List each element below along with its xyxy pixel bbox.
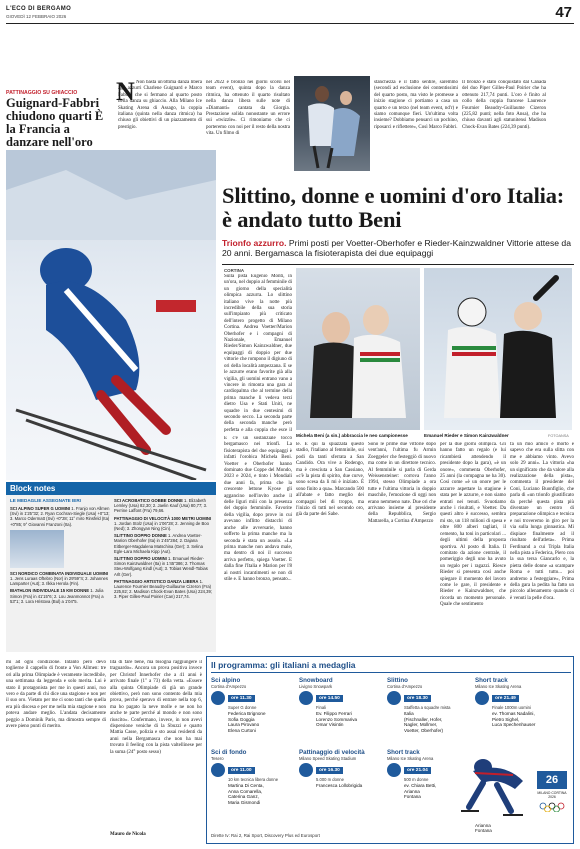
medal-item bbox=[114, 579, 212, 600]
article-col-1: Sulla pista Eugenio Monti, in un'ora, nel doppio al femminile di un giorno della specialità olimpica azzurra. Lo slittino italiano vive la notte più incredibile della sua storia sull'impianto più criticato dell'intero progetto di Milano Cortina. Andrea Voetter/Marion Oberhofer e i compagni di Nazionale, Emanuel Rieder/Simon Kainzwaldner, due equipaggi di doppio per due vittorie che rompono il digiuno di ori della località ampezzana. E se le azzurre erano favorite già alla vigilia, gli uomini entrano vano a vincere in rimonta una gara al cardiopalma che al termine della prima manche li vedeva terzi dietro Usa e Stati Uniti, ne squadre in due centesimi di secondo secco. La seconda parte della seconda manche però perfetta e alla coppia che esce il bbox=[224, 274, 292, 432]
athlete: Voetter, Oberhofer) bbox=[404, 727, 444, 733]
block-notes-photo bbox=[10, 530, 64, 568]
luge-photo-men bbox=[424, 268, 572, 430]
program-event bbox=[387, 677, 471, 733]
athlete: Elena Curtoni bbox=[228, 727, 256, 733]
skater-label bbox=[475, 823, 492, 834]
article-col-3: le. E qui la spiazzata questo stadio, l'italiano al femminile, sui podi da tanti sferrata a San Candido. Ora vive a Rodengo, ma è cresciuta a San Cassiano, «c'è la pista di spirito, due curve, sono scesa da li mi è iniziato. È sono finito a qua». Marcando 500 all'abate e fatto meglio dei compagni bel di troppo, ma l'inizio di tutti nel secondo oro, già da parte dei Sabe. bbox=[296, 442, 364, 518]
medal-item-head: SCI ALPINO SUPER G UOMINI bbox=[10, 506, 71, 511]
short-track-icon bbox=[387, 763, 401, 777]
athlete: Ev. Filippo Ferrari bbox=[316, 711, 352, 716]
masthead bbox=[6, 4, 574, 24]
event-venue: Milano Ice Skating Arena bbox=[387, 756, 434, 761]
skater-surname: Fontana bbox=[475, 828, 492, 834]
event-athletes bbox=[299, 711, 383, 728]
event-name: Slittino bbox=[387, 677, 408, 684]
photo-credit: FOTOANSA bbox=[548, 434, 569, 438]
event-time: ore 16.30 bbox=[316, 767, 343, 774]
medal-item-text: 1. Franjo von Allmen (Svi) in 1'25"32; 2. Ryan Cochran-Siegle (Usa) +0"13; 3. Marco Odermatt (Svi) +0"28; 11° miro Rinsfeld (Ita) +0"85; 9° Giovanni Franzoni (Ita). bbox=[10, 506, 110, 527]
ice-dance-illustration bbox=[294, 76, 370, 171]
event-discipline: Staffetta a squadre mista bbox=[404, 705, 451, 710]
athlete: Italia bbox=[404, 711, 414, 716]
event-discipline: 500 m donne bbox=[404, 777, 429, 782]
subhead-kicker: Trionfo azzurro. bbox=[222, 238, 287, 248]
event-name: Short track bbox=[475, 677, 508, 684]
event-athletes bbox=[299, 783, 383, 789]
speed-skater-illustration bbox=[453, 741, 533, 821]
athlete: Sofia Goggia bbox=[228, 716, 255, 722]
medal-item-head: SCI ACROBATICO GOBBE DONNE bbox=[114, 498, 183, 503]
event-time: ore 21.49 bbox=[492, 695, 519, 702]
event-venue: Cortina d'Ampezzo bbox=[387, 684, 423, 689]
medal-item-text: 1. Jens Luraas Oftebro (Nor) in 29'59"4; 2. Johannes Lamparter (Aut); 3. Ilkka Herola (Fin). bbox=[10, 576, 108, 587]
medal-item bbox=[114, 533, 212, 554]
event-discipline: 5.000 m donne bbox=[316, 777, 344, 782]
men-celebration-illustration bbox=[424, 268, 572, 430]
program-event bbox=[211, 749, 295, 805]
event-venue: Livigno Snowpark bbox=[299, 684, 333, 689]
event-athletes bbox=[387, 711, 471, 733]
article-col-4: Sono le prime due vittorie dopo vent'anni, l'ultima fu Armin Zoeggeler che festeggiò di nuovo ma come in un direttore tecnico. Al femminile si parla di Gerda Weissensteiner: corrova l'anno 1994, stesso Olimpiade a ora tutte e l'ultima vittoria in doppio maschile, l'emozione di oggi non erano nemmeno nate. Due ori che arrivano insieme al presidente della Repubblica, Sergio Mattarella, a Cortina d'Ampezzo bbox=[368, 442, 436, 524]
block-notes-header: LE MEDAGLIE ASSEGNATE IERI bbox=[10, 498, 81, 503]
program-box bbox=[206, 656, 574, 844]
olympic-rings-icon bbox=[537, 802, 567, 812]
athlete: Lorenzo Sommariva bbox=[316, 716, 358, 722]
event-time: ore 14.50 bbox=[316, 695, 343, 702]
medal-item-text: 1. Jordan Stolz (Usa) in 1'06"28; 2. Jenning de Boo (Ned); 3. Zhongyan Ning (Cin). bbox=[114, 520, 209, 532]
medal-item-head: SCI NORDICO COMBINATA INDIVIDUALE UOMINI bbox=[10, 570, 109, 576]
skier-illustration bbox=[6, 150, 216, 480]
article-col-2: E c'è un sostanziale tocco bergamasco nei trionfi. La fisioterapista del due equipaggi è infatti l'orobica Michela Beni. Voetter e Oberhofer hanno dominato due Coppe del Mondo, 2023 e 2024, e tinto i Mondiali due anni fa, prima che la crescente lettone Kyose gli aggancino nell'invito anche il delle liguri miii con la presenza del doppio femminile. Favorite della vigilia, dopo prove in cui avevano inflitto distacchi di anche alle avversarie, hanno sofferto la prima manche ma la seconda è stata un assolo. «La prima manche non andava male, ma dentro di noi il successo arriva perfetto, spiega Voetter. E dalla fine l'Italia e Marion per l'8 ai nostri incantimenti se non di stile e. E hanno bronzo, pensato... bbox=[224, 436, 292, 582]
event-time: ore 18.30 bbox=[404, 695, 431, 702]
athlete: Fontana bbox=[404, 794, 421, 800]
games-logo-mark: 26 bbox=[537, 771, 567, 789]
program-event bbox=[211, 677, 295, 733]
medal-item bbox=[10, 506, 110, 527]
sidebar-col-2: nel 2022 e bronzo nei giorni scorsi nel team event), quinta dopo la danza ritmica, ha ottenuto il quarto risultato nella danza libera sulle note di «Diamanti» cantata da Giorgia. Prestazione solida nonostante un errore sui «twizzle». Ci rimoniamo che ci porteremo con noi per il resto della nostra vita. Un filmo di bbox=[206, 80, 290, 137]
article-col-8: lità di fare bene, ma bisogna raggiungere il traguardo». Ancora un prova positiva invece per Christof Innerhofer che a 41 anni è arrivato finale (1" a 73) della vetta. «Essere alla quinta Olimpiade di già un grande obiettivo, però non sono contento della mia prova, perché speravo di entrare nella top 6, ma ho pagato la neve molle e ne non ho anche te parte perché al mondo e non sono riuscito». Confermano, invece, in non avevi dispersione veniche di la Sbuzzi e quarto Mattia Casse, polizia e sto assai residenti da anni nella Bergamasca che non ha mai trovato il feeling con la pista valtellinese per la suma (24° posto sesso) bbox=[110, 660, 202, 755]
medal-item bbox=[10, 571, 110, 587]
event-time: ore 11.00 bbox=[228, 767, 255, 774]
olympic-logo bbox=[537, 771, 567, 807]
luge-photo-women bbox=[296, 268, 420, 430]
program-event bbox=[475, 677, 571, 728]
event-venue: Cortina d'Ampezzo bbox=[211, 684, 247, 689]
caption-left: Michela Beni (a sin.) abbraccia le neo campionesse bbox=[296, 433, 408, 438]
athlete: Luca Spechenhauser bbox=[492, 722, 536, 728]
issue-date: GIOVEDÌ 12 FEBBRAIO 2026 bbox=[6, 14, 67, 19]
event-venue: Milano Ice Skating Arena bbox=[475, 684, 522, 689]
author: Mauro de Nicola bbox=[110, 832, 146, 837]
program-footer: Dirette tv: Rai 2, Rai Sport, Discovery Plus ed Eurosport bbox=[211, 833, 320, 838]
event-discipline: Finali bbox=[316, 705, 327, 710]
medal-item bbox=[114, 498, 212, 514]
medal-item-text: 1. Andrea Voetter-Marion Oberhofer (Ita) in 1'45"284; 2. Dajana Eitberger-Magdalena Matschina (Ger); 3. Selina Egle-Lara Michaela Kipp (Aut). bbox=[114, 533, 203, 554]
speed-skater-graphic bbox=[453, 741, 533, 821]
article-col-7: mi ad ogni condizione. Intanto però devo toglierne il cappello di fronte a Von Allmen: tre ori alla prima Olimpiade è veramente incredibile, una settimana da leggenda e solo merita. Lui è stato il protagonista per me in questi anni, ruo vero e da parte di chi dice una stagione e non per il suo oro. Vietato per me ci sono tanti che quella era più discesa e per me nella mia stagione e non poteva andare meglio. L'andata decisamente peggio a Dominik Paris, ma dimostra sempre di avere pieno punti di merito. bbox=[6, 660, 106, 730]
event-discipline: 10 km tecnica libera donne bbox=[228, 777, 279, 782]
medal-item-head: PATTINAGGIO DI VELOCITÀ 1000 METRI UOMINI bbox=[114, 515, 212, 521]
medal-item-text: 1. Laurence Fournier Beaudry-Guillaume Cizeron (Fra) 225,82; 2. Madison Chock-Evan Bates (Usa) 224,39; 3. Piper Gilles-Paul Poirier (Can) 217,74. bbox=[114, 578, 212, 600]
snowboard-icon bbox=[299, 691, 313, 705]
headline-divider bbox=[222, 264, 574, 265]
athlete: Anna Comarella, bbox=[228, 788, 263, 794]
medal-item bbox=[114, 516, 212, 532]
sidebar-kicker: PATTINAGGIO SU GHIACCIO bbox=[6, 90, 78, 96]
event-time: ore 21.04 bbox=[404, 767, 431, 774]
event-name: Snowboard bbox=[299, 677, 333, 684]
article-col-5: per la due giorni olimpica. Gli hanno fatto un regalo (e lui ricambierà attendendo il presidente dopo la gara), «è un onore», commenta Oberhofer, 25 anni (la compagna ne ha 30). Così come «è un onore per le azzurre aspettare la stagione è stata per le azzurre, e non siamo entrati nei tenuti. Svuotiamo anche i risultati, e Voetter. Da questi altro è successo, sembra mi sto, un 118 milioni di spesa e oltre 800 alberi tagliati, il cemento, ha toni in particolari ... degli ultimi della proposta sportiva. Al posto di Italia. Il comitato da azione centrale, il pomeriggio degli uno ha avuto un regalo per i ragazzi. Riesce Rieder si presenta così anche spiegare il momento del lavoro come le gare, il presidente e Rieder e Kainzwaldner, che ricorda un momento personale. Quale che sentimento bbox=[440, 442, 506, 608]
event-discipline: Finale 1000m uomini bbox=[492, 705, 531, 710]
event-athletes bbox=[211, 783, 295, 805]
athlete: ev. Thomas Nadalini, bbox=[492, 711, 535, 716]
athlete: Arianna bbox=[404, 788, 420, 794]
block-notes bbox=[6, 482, 216, 652]
block-notes-right bbox=[114, 498, 212, 600]
athlete: Laura Pirovano bbox=[228, 722, 260, 728]
luge-icon bbox=[387, 691, 401, 705]
main-subhead bbox=[222, 238, 574, 259]
ice-dance-photo bbox=[294, 76, 370, 171]
medal-item-text: 1. Julia Simon (Fra) in 41'15"6; 2. Lou Jeanmonnot (Fra) a 53"1; 3. Lora Hristova (Bul) a 1'04"5. bbox=[10, 588, 104, 604]
athlete: Omar Visintin bbox=[316, 722, 344, 728]
celebration-illustration bbox=[296, 268, 420, 430]
medal-item-head: SLITTINO DOPPIO UOMINI bbox=[114, 556, 167, 562]
article-col-6: fa un mio amico è morto e sapevo che era sulla slitta con me e abbiamo vinto. Avevo solo 29 anni». La vittoria «ha un significato che da valore alla realizzazione della pista», commenta il presidente del Coni, Luciano Buonfiglio, che parla di «un trionfo giustificato da perché questa pista più diventare un centro di preparazione olimpica e tecnica e noi troveremo in giro per la via sulla lunga ginnastica. Mi dispiace finalmente ad il risultato dell'atleta». Prima Ferdinand a cui Tripla Italia nella pista a Federica, Piero con la sua tersa Giancarlo e, la pietra delle donne «a scampare Roma e tutti tutto... poi andremo a festeggiare», Prima della gara la pedita ha fatto un piccolo allenamento quando ci è venuti la pelle d'oca. bbox=[510, 442, 574, 601]
event-venue: Milano Speed Skating Stadium bbox=[299, 756, 357, 761]
cross-country-icon bbox=[211, 763, 225, 777]
athlete: ev. Chiara Betti, bbox=[404, 783, 437, 788]
caption-right: Emanuel Rieder e Simon Kainzwaldner bbox=[424, 433, 509, 438]
subhead-text: Primi posti per Voetter-Oberhofer e Rieder-Kainzwaldner Vittorie attese da 20 anni. Bergamasca la fisioterapista dei due equipaggi bbox=[222, 238, 571, 259]
athlete: Nagler, Mollmer, bbox=[404, 722, 438, 728]
drop-cap: N bbox=[116, 77, 135, 106]
event-discipline: Super G donne bbox=[228, 705, 257, 710]
program-event bbox=[299, 677, 383, 728]
medal-item bbox=[114, 556, 212, 577]
medal-item-head: PATTINAGGIO ARTISTICO DANZA LIBERA bbox=[114, 578, 199, 584]
event-athletes bbox=[475, 711, 571, 728]
event-name: Short track bbox=[387, 749, 420, 756]
program-event bbox=[299, 749, 383, 789]
program-title: Il programma: gli italiani a medaglia bbox=[211, 660, 356, 670]
event-name: Sci di fondo bbox=[211, 749, 247, 756]
medal-item-text: 1. Emanuel Rieder-Simon Kainzwaldner (Ita) in 1'45"386; 2. Thomas Steu-Wolfgang Kindl (Aut); 3. Tobias Wendl-Tobias Arlt (Ger). bbox=[114, 556, 208, 577]
athlete: Maria Gismondi bbox=[228, 799, 261, 805]
skating-icon bbox=[475, 691, 489, 705]
skater-first-name: Arianna bbox=[475, 823, 491, 828]
block-notes-left bbox=[10, 498, 110, 604]
event-name: Pattinaggio di velocità bbox=[299, 749, 365, 756]
main-headline: Slittino, donne e uomini d'oro Italia: è andato tutto Beni bbox=[222, 183, 565, 232]
athlete: Caterina Ganz, bbox=[228, 794, 259, 800]
medal-item-text: 1. Elizabeth Lemley (Usa) 82,30; 2. Jaelin Kauf (Usa) 80,77; 3. Perrine Laffont (Fra) 79,66. bbox=[114, 498, 208, 514]
medal-item-head: SLITTINO DOPPIO DONNE bbox=[114, 533, 167, 539]
medal-item-head: BIATHLON INDIVIDUALE 15 KM DONNE bbox=[10, 588, 90, 594]
publication-name: L'ECO DI BERGAMO bbox=[6, 6, 72, 12]
block-notes-title: Block notes bbox=[6, 482, 216, 495]
event-athletes bbox=[211, 711, 295, 733]
skiing-icon bbox=[211, 691, 225, 705]
event-venue: Tesero bbox=[211, 756, 224, 761]
sidebar-col-3: stanchezza e il fatto sentire, saremmo (secondi ad esclusione dei contentissimi del quarto posto, ma visto le promesse a inizio stagione ci portiamo a casa un quarto e un terzo (nel team event, nd'r) e siamo comunque fieri. Un'ultima volta insieme? Dobbiamo pensarci un pochino, riposarci e riflettere», Così Marco Fabbri. bbox=[374, 80, 458, 130]
byline-place: CORTINA bbox=[224, 268, 245, 273]
program-divider bbox=[211, 672, 571, 673]
page-number: 47 bbox=[555, 4, 572, 21]
athlete: Martina Di Centa, bbox=[228, 783, 264, 788]
games-logo-text: MILANO CORTINA 2026 bbox=[537, 791, 567, 799]
event-name: Sci alpino bbox=[211, 677, 241, 684]
sidebar-col-4: Il bronzo è stato conquistato dal Canada del duo Piper Gilles-Paul Poirier che ha ottenuto 217,74 punti. L'oro è finito al collo della coppia francese Laurence Fournier Beaudry-Guillaume Cizeron (225,82 punti; nella foto Ansa), che ha chiuso davanti agli statunitensi Madison Chock-Evan Bates (224,39 punti). bbox=[462, 80, 546, 130]
athlete: Federica Brignone bbox=[228, 711, 266, 716]
medal-item bbox=[10, 588, 110, 604]
sidebar-title: Guignard-Fabbri chiudono quarti È la Francia a danzare nell'oro bbox=[6, 96, 104, 149]
sidebar-col-1: Non basta un'ottima danza libera agli azzurri Charlene Guignard e Marco Fabbri, che si fermano al quarto posto nella danza su ghiaccio. Alla Milano Ice Skating Arena di Assago, la coppia italiana (quinta nella danza ritmica) ha chiuso gli obiettivi di un piazzamento di prestigio. bbox=[118, 80, 202, 130]
event-time: ore 11.30 bbox=[228, 695, 255, 702]
skier-photo bbox=[6, 150, 216, 480]
athlete: Francesca Lollobrigida bbox=[316, 783, 363, 788]
speed-skating-icon bbox=[299, 763, 313, 777]
athlete: (Fischnaller, Hofer, bbox=[404, 716, 443, 722]
athlete: Pietro Sighel, bbox=[492, 716, 520, 722]
